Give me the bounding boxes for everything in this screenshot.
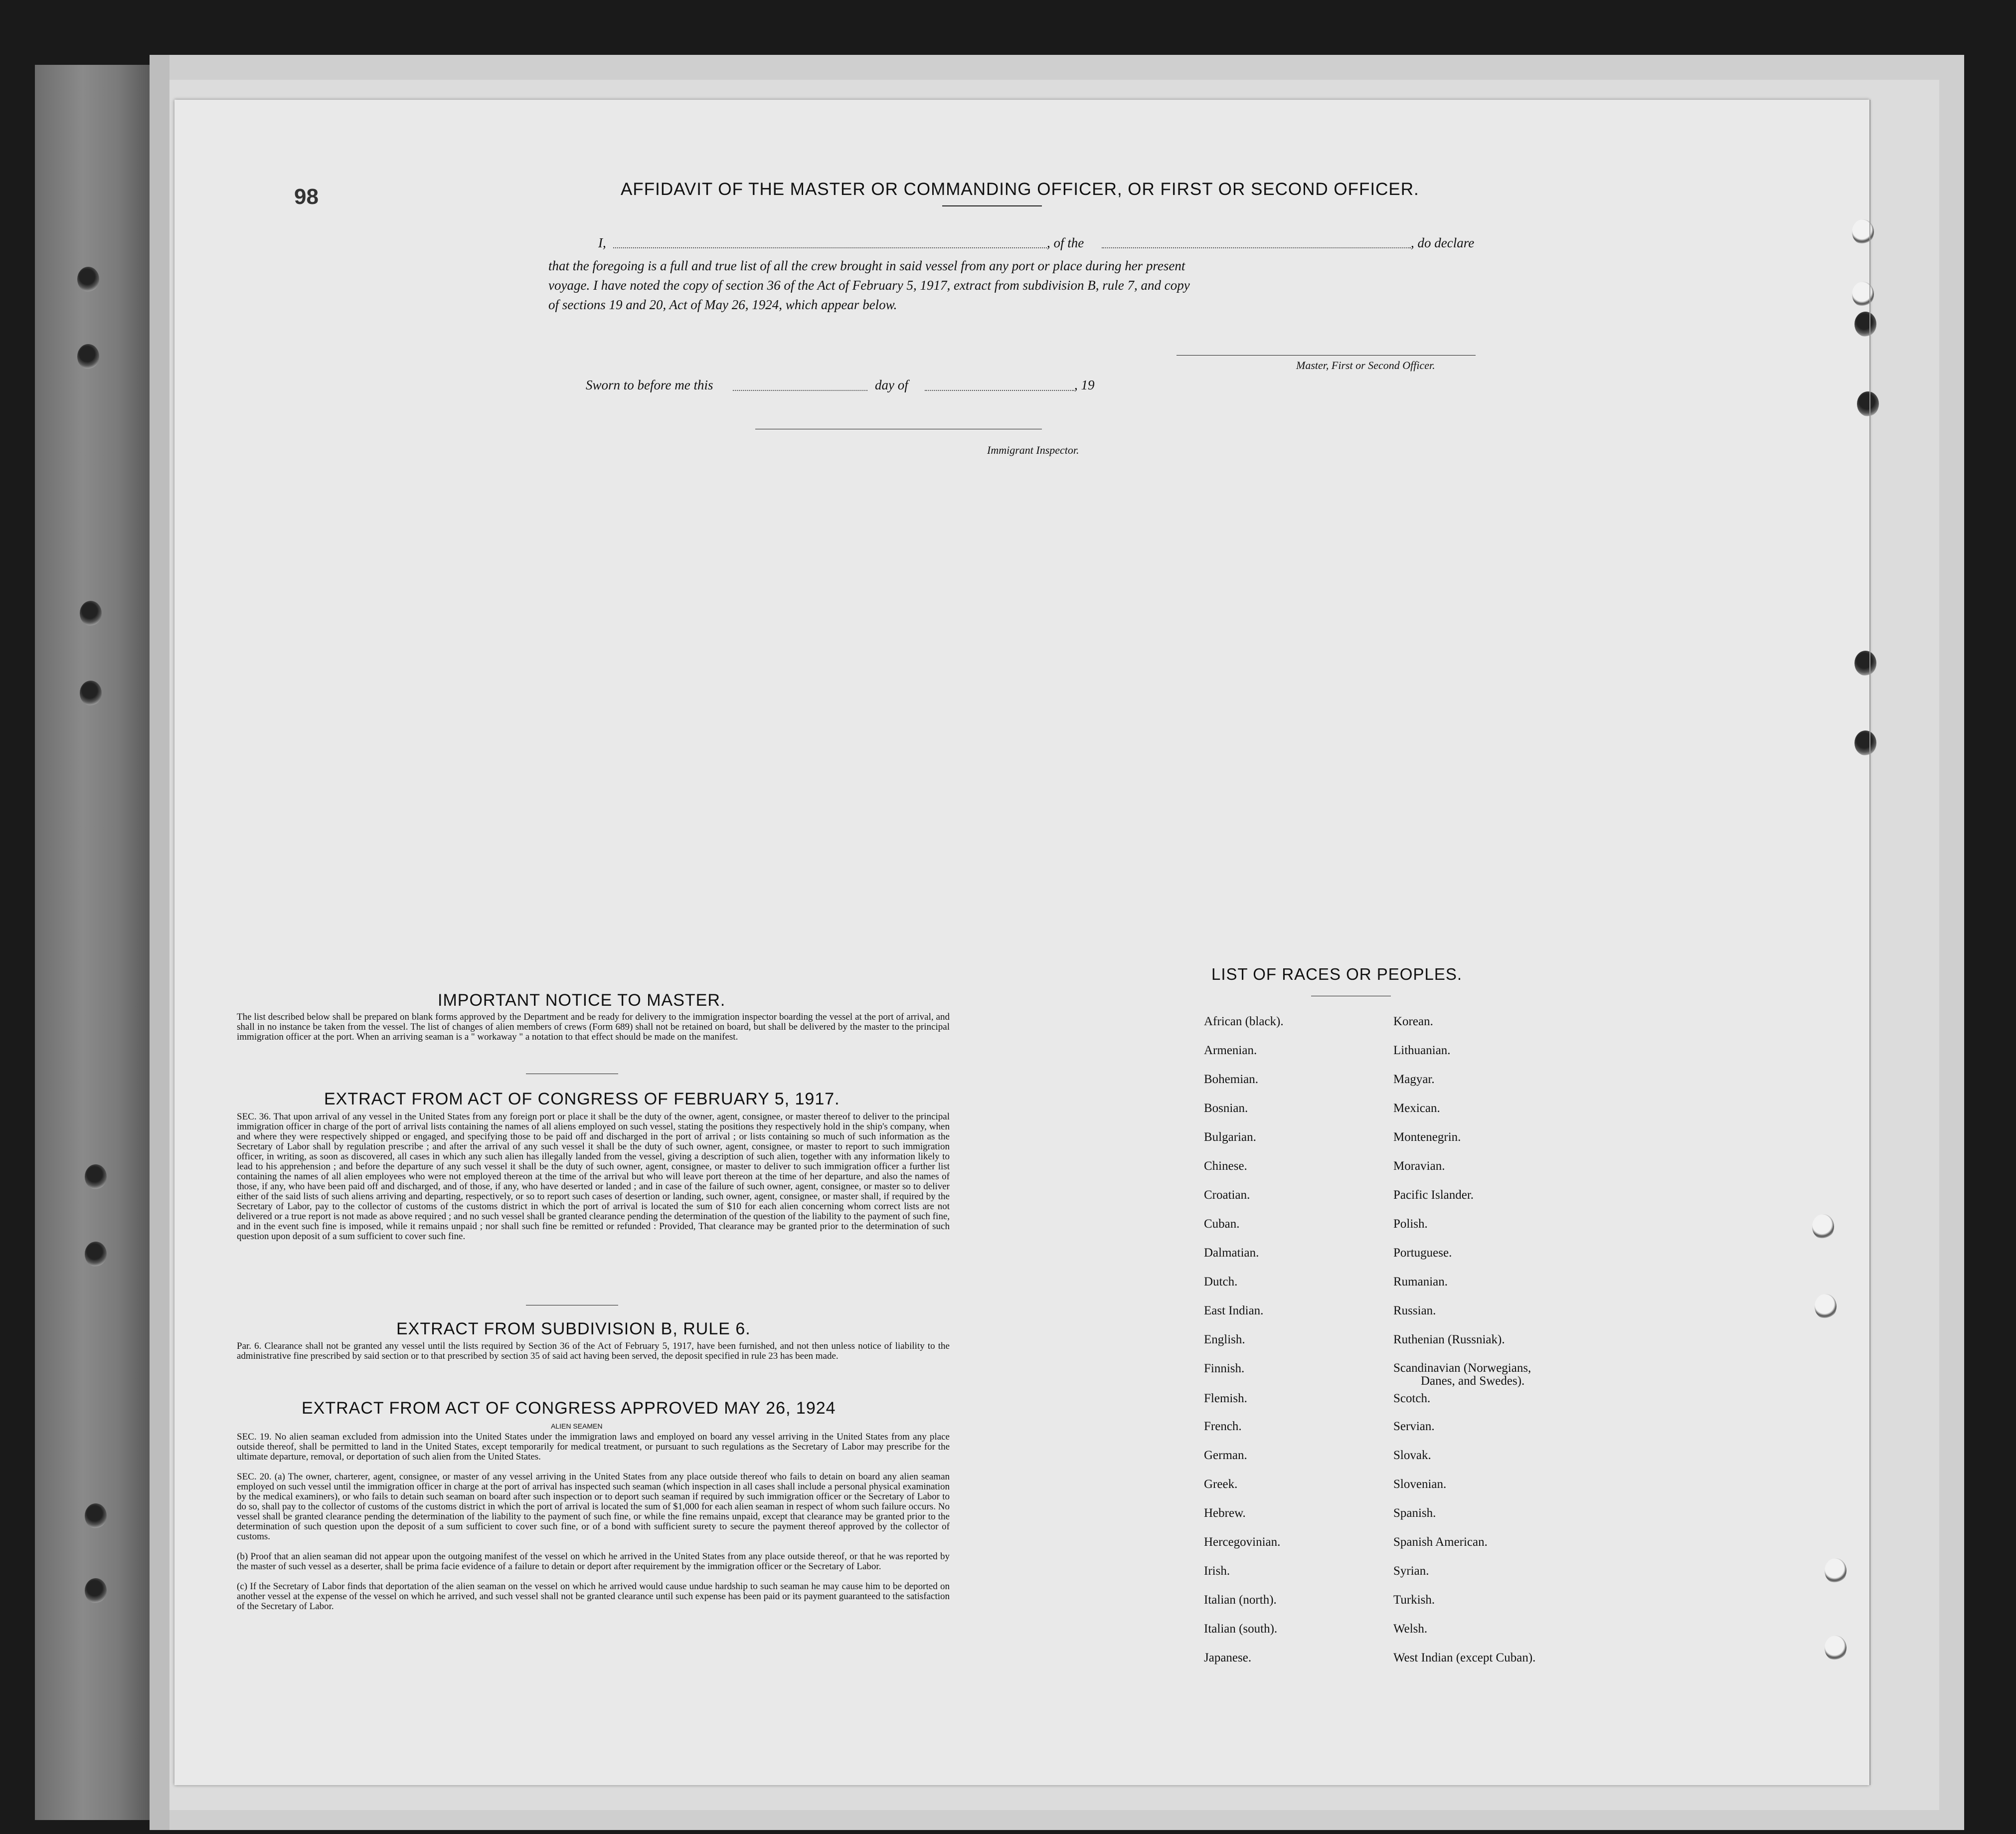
race-item: Dalmatian. — [1204, 1246, 1259, 1260]
binder-spine — [35, 65, 155, 1820]
race-item: Cuban. — [1204, 1217, 1240, 1231]
race-item: West Indian (except Cuban). — [1393, 1651, 1536, 1664]
binder-hole-icon — [77, 267, 99, 292]
binder-edge — [150, 55, 169, 1830]
affidavit-line4: of sections 19 and 20, Act of May 26, 1924, which appear below. — [548, 297, 897, 312]
race-item: African (black). — [1204, 1015, 1284, 1028]
race-item: Mexican. — [1393, 1101, 1440, 1115]
extract-1917-title: EXTRACT FROM ACT OF CONGRESS OF FEBRUARY 5, 1917. — [324, 1090, 840, 1108]
binder-hole-icon — [1854, 312, 1876, 337]
race-item: Flemish. — [1204, 1392, 1247, 1405]
sworn-day-blank — [733, 390, 867, 391]
race-item: Korean. — [1393, 1015, 1433, 1028]
race-item: Bosnian. — [1204, 1101, 1248, 1115]
binder-hole-icon — [77, 344, 99, 369]
race-item: Irish. — [1204, 1564, 1230, 1578]
race-item: Pacific Islander. — [1393, 1188, 1474, 1202]
race-item: Scandinavian (Norwegians, — [1393, 1361, 1531, 1375]
affidavit-page — [174, 100, 1869, 1785]
extract-1924-sec20a: SEC. 20. (a) The owner, charterer, agent, consignee, or master of any vessel arriving in the United States from any place outside thereof who fails to detain on board any alien seaman employed on such vessel until the immigration officer in charge at the port of arrival has inspected such seaman (which inspection in all cases shall include a personal physical examination by the medical examiners), or who fails to detain such seaman on board after such inspection or to deport such seaman if required by such immigration officer or the Secretary of Labor to do so, shall pay to the collector of customs of the customs district in which the port of arrival is located the sum of $1,000 for each alien seaman in respect of whom such failure occurs. No vessel shall be granted clearance pending the determination of the liability to the payment of such fine, or while the fine remains unpaid, except that clearance may be granted prior to the determination of such question upon the deposit of a sum sufficient to cover such fine, or of a bond with sufficient surety to secure the payment thereof approved by the collector of customs. — [237, 1471, 950, 1542]
page-number: 98 — [294, 184, 319, 209]
race-item: Dutch. — [1204, 1275, 1238, 1288]
race-item: Armenian. — [1204, 1044, 1257, 1057]
binder-hole-icon — [1815, 1294, 1837, 1319]
sworn-year-label: , 19 — [1074, 377, 1095, 392]
race-item: Italian (north). — [1204, 1593, 1277, 1607]
race-item: Slovenian. — [1393, 1477, 1447, 1491]
race-item: Magyar. — [1393, 1073, 1435, 1086]
binder-hole-icon — [1825, 1636, 1847, 1660]
race-item: Japanese. — [1204, 1651, 1252, 1664]
affidavit-of-the: , of the — [1047, 235, 1084, 250]
extract-rule6-text: Par. 6. Clearance shall not be granted any vessel until the lists required by Section 36 of the Act of February 5, 1917, have been furnished, and not then unless notice of liability to the administrative fine prescribed by said section or to that prescribed by section 35 of said act having been served, the deposit specified in rule 23 has been made. — [237, 1341, 950, 1361]
race-item: Greek. — [1204, 1477, 1238, 1491]
race-item: Polish. — [1393, 1217, 1428, 1231]
race-item: Lithuanian. — [1393, 1044, 1451, 1057]
race-item: Moravian. — [1393, 1159, 1445, 1173]
races-left-column — [1204, 1015, 1284, 1680]
race-item: Servian. — [1393, 1420, 1435, 1433]
race-item: Bohemian. — [1204, 1073, 1259, 1086]
binder-hole-icon — [85, 1503, 107, 1528]
binder-hole-icon — [85, 1242, 107, 1267]
race-item: Rumanian. — [1393, 1275, 1448, 1288]
affidavit-line2: that the foregoing is a full and true list of all the crew brought in said vessel from any port or place during her present — [548, 258, 1185, 273]
affidavit-line3: voyage. I have noted the copy of section 36 of the Act of February 5, 1917, extract from subdivision B, rule 7, and copy — [548, 278, 1190, 293]
binder-hole-icon — [85, 1578, 107, 1603]
race-item: Montenegrin. — [1393, 1130, 1461, 1144]
race-item: Finnish. — [1204, 1362, 1245, 1375]
extract-1924-sec20c: (c) If the Secretary of Labor finds that deportation of the alien seaman on the vessel on which he arrived would cause undue hardship to such seaman he may cause him to be deported on another vessel at the expense of the vessel on which he arrived, and such vessel shall not be granted clearance until such expense has been paid or its payment guaranteed to the satisfaction of the Secretary of Labor. — [237, 1581, 950, 1612]
binder-hole-icon — [85, 1164, 107, 1189]
race-item: Syrian. — [1393, 1564, 1429, 1578]
extract-rule6-title: EXTRACT FROM SUBDIVISION B, RULE 6. — [396, 1319, 751, 1338]
race-item: Croatian. — [1204, 1188, 1250, 1202]
sworn-month-blank — [925, 390, 1074, 391]
race-item: Spanish American. — [1393, 1535, 1488, 1549]
sworn-day-of-label: day of — [875, 377, 908, 392]
inspector-caption: Immigrant Inspector. — [987, 444, 1079, 456]
binder-hole-icon — [1825, 1558, 1847, 1583]
binder-hole-icon — [1812, 1214, 1834, 1239]
binder-hole-icon — [1854, 651, 1876, 676]
race-item: Italian (south). — [1204, 1622, 1278, 1636]
race-item: German. — [1204, 1449, 1247, 1462]
race-item: French. — [1204, 1420, 1242, 1433]
notice-title: IMPORTANT NOTICE TO MASTER. — [438, 991, 726, 1010]
extract-1917-text: SEC. 36. That upon arrival of any vessel in the United States from any foreign port or place it shall be the duty of the owner, agent, consignee, or master thereof to deliver to the principal immigration officer in charge of the port of arrival lists containing the names of all aliens employed on such vessel, stating the positions they respectively hold in the ship's company, when and where they were respectively shipped or engaged, and specifying those to be paid off and discharged in the port of arrival ; or lists containing so much of such information as the Secretary of Labor shall by regulation prescribe ; and after the arrival of any such vessel it shall be the duty of such owner, agent, consignee, or master to report to such immigration officer, in writing, as soon as discovered, all cases in which any such alien has illegally landed from the vessel, giving a description of such alien, together with any information likely to lead to his apprehension ; and before the departure of any such vessel it shall be the duty of such owner, agent, consignee, or master to deliver to such immigration officer a further list containing the names of all alien employees who were not employed thereon at the time of the arrival but who will leave port thereon at the time of her departure, and also the names of those, if any, who have been paid off and discharged, and of those, if any, who have deserted or landed ; and in case of the failure of such owner, agent, consignee, or master so to deliver either of the said lists of such aliens arriving and departing, respectively, or so to report such cases of desertion or landing, such owner, agent, consignee, or master shall, if required by the Secretary of Labor, pay to the collector of customs of the customs district in which the port of arrival is located the sum of $10 for each alien concerning whom correct lists are not delivered or a true report is not made as above required ; and no such vessel shall be granted clearance pending the determination of the question of the liability to the payment of such fine, and in the event such fine is imposed, while it remains unpaid ; nor shall such fine be remitted or refunded : Provided, That clearance may be granted prior to the determination of such question upon deposit of a sum sufficient to cover such fine. — [237, 1111, 950, 1242]
race-item: Welsh. — [1393, 1622, 1428, 1636]
race-item: Portuguese. — [1393, 1246, 1452, 1260]
race-item-multiline — [1393, 1362, 1535, 1392]
binder-hole-icon — [1852, 282, 1874, 307]
affidavit-title-underline — [942, 205, 1042, 206]
races-right-column — [1393, 1015, 1535, 1680]
notice-text: The list described below shall be prepared on blank forms approved by the Department and be ready for delivery to the immigration inspector boarding the vessel at the port of arrival, and shall in no instance be taken from the vessel. The list of changes of alien members of crews (Form 689) shall not be retained on board, but shall be delivered by the master to the principal immigration officer at the port. When an arriving seaman is a " workaway " a notation to that effect should be made on the manifest. — [237, 1012, 950, 1042]
sworn-before-label: Sworn to before me this — [586, 377, 713, 392]
race-item: Spanish. — [1393, 1506, 1436, 1520]
binder-hole-icon — [80, 681, 102, 706]
binder-hole-icon — [1854, 731, 1876, 755]
race-item: Chinese. — [1204, 1159, 1247, 1173]
extract-1924-sec19: SEC. 19. No alien seaman excluded from admission into the United States under the immigration laws and employed on board any vessel arriving in the United States from any place outside thereof, shall be permitted to land in the United States, except temporarily for medical treatment, or pursuant to such regulations as the Secretary of Labor may prescribe for the ultimate departure, removal, or deportation of such alien from the United States. — [237, 1432, 950, 1462]
race-item: East Indian. — [1204, 1304, 1264, 1317]
page-stack-edge — [1869, 100, 1870, 1785]
vessel-name-blank — [1102, 247, 1411, 248]
binder-hole-icon — [1852, 219, 1874, 244]
race-item: Scotch. — [1393, 1392, 1431, 1405]
affidavit-i: I, — [598, 235, 606, 250]
binder-hole-icon — [1857, 391, 1879, 416]
race-item: Ruthenian (Russniak). — [1393, 1333, 1505, 1346]
race-item: English. — [1204, 1333, 1245, 1346]
race-item: Hebrew. — [1204, 1506, 1246, 1520]
extract-1924-title: EXTRACT FROM ACT OF CONGRESS APPROVED MAY 26, 1924 — [302, 1399, 836, 1418]
affidavit-declare: , do declare — [1411, 235, 1475, 250]
races-title: LIST OF RACES OR PEOPLES. — [1211, 965, 1463, 983]
master-signature-line — [1176, 355, 1476, 356]
race-item: Bulgarian. — [1204, 1130, 1256, 1144]
master-signature-caption: Master, First or Second Officer. — [1296, 359, 1435, 371]
affidavit-line1 — [598, 235, 606, 251]
race-item: Slovak. — [1393, 1449, 1431, 1462]
race-item-continued: Danes, and Swedes). — [1421, 1374, 1525, 1388]
binder-hole-icon — [80, 601, 102, 626]
race-item: Russian. — [1393, 1304, 1436, 1317]
extract-1924-sec20b: (b) Proof that an alien seaman did not appear upon the outgoing manifest of the vessel on which he arrived in the United States from any place outside thereof, or that he was reported by the master of such vessel as a deserter, shall be prima facie evidence of a failure to detain or deport after requirement by the immigration officer or the Secretary of Labor. — [237, 1551, 950, 1572]
affidavit-title: AFFIDAVIT OF THE MASTER OR COMMANDING OFFICER, OR FIRST OR SECOND OFFICER. — [621, 180, 1419, 199]
race-item: Turkish. — [1393, 1593, 1435, 1607]
extract-1924-subtitle: ALIEN SEAMEN — [551, 1422, 603, 1430]
affiant-name-blank — [613, 247, 1047, 248]
race-item: Hercegovinian. — [1204, 1535, 1281, 1549]
